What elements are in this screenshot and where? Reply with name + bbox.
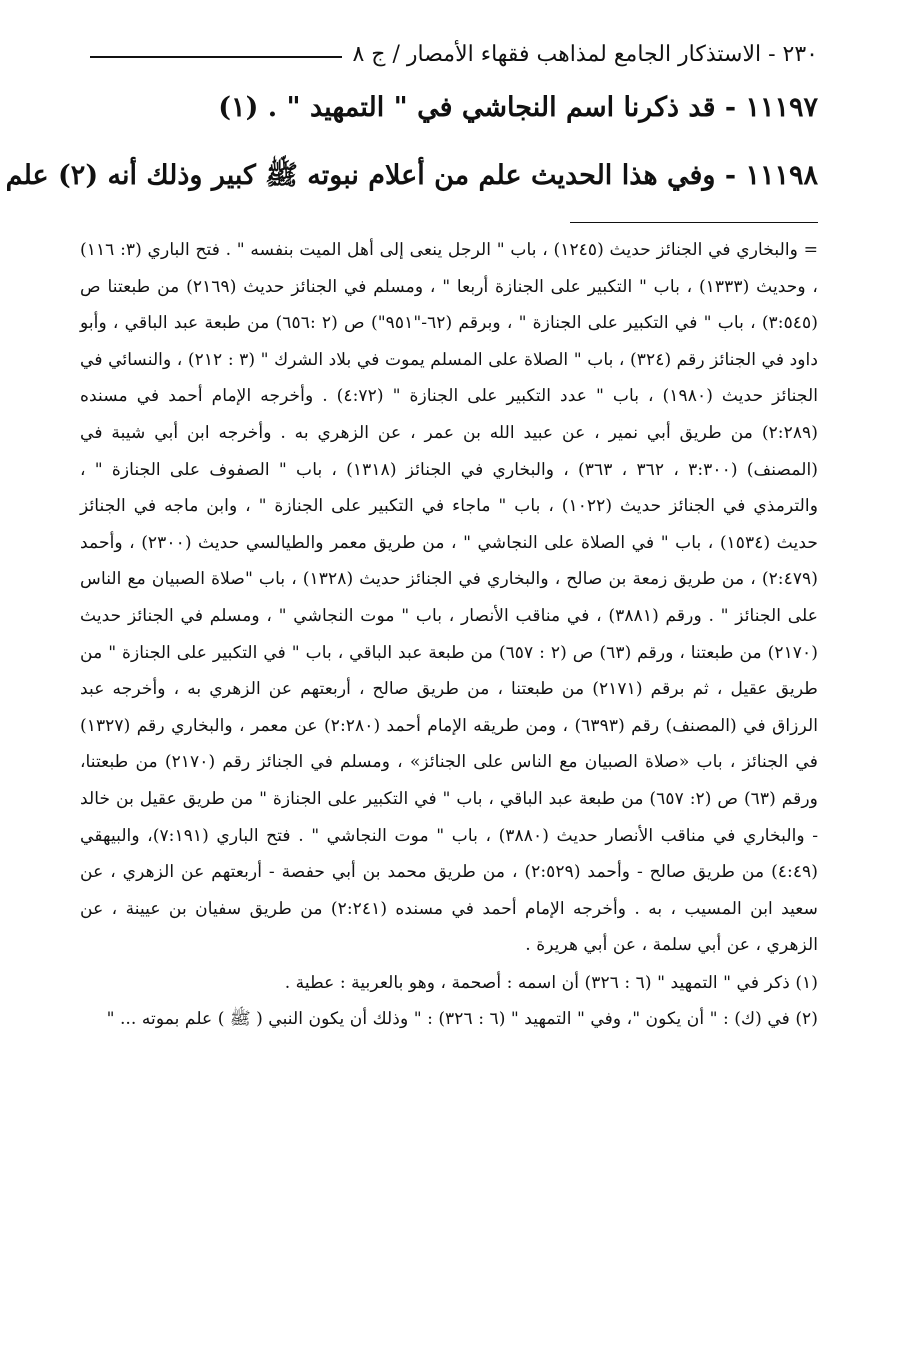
header-rule <box>90 56 342 58</box>
footnote-2: (٢) في (ك) : " أن يكون "، وفي " التمهيد " (٦ : ٣٢٦) : " وذلك أن يكون النبي ( ﷺ ) علم بموته ... " <box>106 1009 818 1030</box>
running-header <box>90 34 818 74</box>
footnote-separator <box>570 222 818 223</box>
header-title: ٢٣٠ - الاستذكار الجامع لمذاهب فقهاء الأمصار / ج ٨ <box>352 41 818 67</box>
entry-11198: ١١١٩٨ - وفي هذا الحديث علم من أعلام نبوته ﷺ كبير وذلك أنه (٢) علم <box>5 160 818 191</box>
entry-11197: ١١١٩٧ - قد ذكرنا اسم النجاشي في " التمهيد " . (١) <box>218 92 818 123</box>
footnote-continuation: = والبخاري في الجنائز حديث (١٢٤٥) ، باب " الرجل ينعى إلى أهل الميت بنفسه " . فتح الباري (٣: ١١٦) ، وحديث (١٣٣٣) ، باب " التكبير على الجنازة أربعا " ، ومسلم في الجنائز حديث (٢١٦٩) من طبعتنا ص (٣:٥٤٥) ، باب " في التكبير على الجنازة " ، وبرقم (٦٢-"٩٥١") ص (٢ :٦٥٦) من طبعة عبد الباقي ، وأبو داود في الجنائز رقم (٣٢٤) ، باب " الصلاة على المسلم يموت في بلاد الشرك " (٣ : ٢١٢) ، والنسائي في الجنائز حديث (١٩٨٠) ، باب " عدد التكبير على الجنازة " (٤:٧٢) . وأخرجه الإمام أحمد في مسنده (٢:٢٨٩) من طريق أبي نمير ، عن عبيد الله بن عمر ، عن الزهري به . وأخرجه ابن أبي شيبة في (المصنف) (٣:٣٠٠ ، ٣٦٢ ، ٣٦٣) ، والبخاري في الجنائز (١٣١٨) ، باب " الصفوف على الجنازة " ، والترمذي في الجنائز حديث (١٠٢٢) ، باب " ماجاء في التكبير على الجنازة " ، وابن ماجه في الجنائز حديث (١٥٣٤) ، باب " في الصلاة على النجاشي " ، من طريق معمر والطيالسي حديث (٢٣٠٠) ، وأحمد (٢:٤٧٩) ، من طريق زمعة بن صالح ، والبخاري في الجنائز حديث (١٣٢٨) ، باب "صلاة الصبيان مع الناس على الجنائز " . ورقم (٣٨٨١) ، في مناقب الأنصار ، باب " موت النجاشي " ، ومسلم في الجنائز حديث (٢١٧٠) من طبعتنا ، ورقم (٦٣) ص (٢ : ٦٥٧) من طبعة عبد الباقي ، باب " في التكبير على الجنازة " من طريق عقيل ، ثم برقم (٢١٧١) من طبعتنا ، من طريق صالح ، أربعتهم عن الزهري به ، وأخرجه عبد الرزاق في (المصنف) رقم (٦٣٩٣) ، ومن طريقه الإمام أحمد (٢:٢٨٠) عن معمر ، والبخاري رقم (١٣٢٧) في الجنائز ، باب «صلاة الصبيان مع الناس على الجنائز» ، ومسلم في الجنائز رقم (٢١٧٠) من طبعتنا، ورقم (٦٣) ص (٢: ٦٥٧) من طبعة عبد الباقي ، باب " في التكبير على الجنازة " من طريق عقيل بن خالد - والبخاري في مناقب الأنصار حديث (٣٨٨٠) ، باب " موت النجاشي " . فتح الباري (٧:١٩١)، والبيهقي (٤:٤٩) من طريق صالح - وأحمد (٢:٥٢٩) ، من طريق محمد بن أبي حفصة - أربعتهم عن الزهري ، عن سعيد ابن المسيب ، به . وأخرجه الإمام أحمد في مسنده (٢:٢٤١) من طريق سفيان بن عيينة ، عن الزهري ، عن أبي سلمة ، عن أبي هريرة . <box>80 240 819 956</box>
footnotes-section <box>80 232 818 1038</box>
footnote-1: (١) ذكر في " التمهيد " (٦ : ٣٢٦) أن اسمه : أصحمة ، وهو بالعربية : عطية . <box>284 972 818 993</box>
